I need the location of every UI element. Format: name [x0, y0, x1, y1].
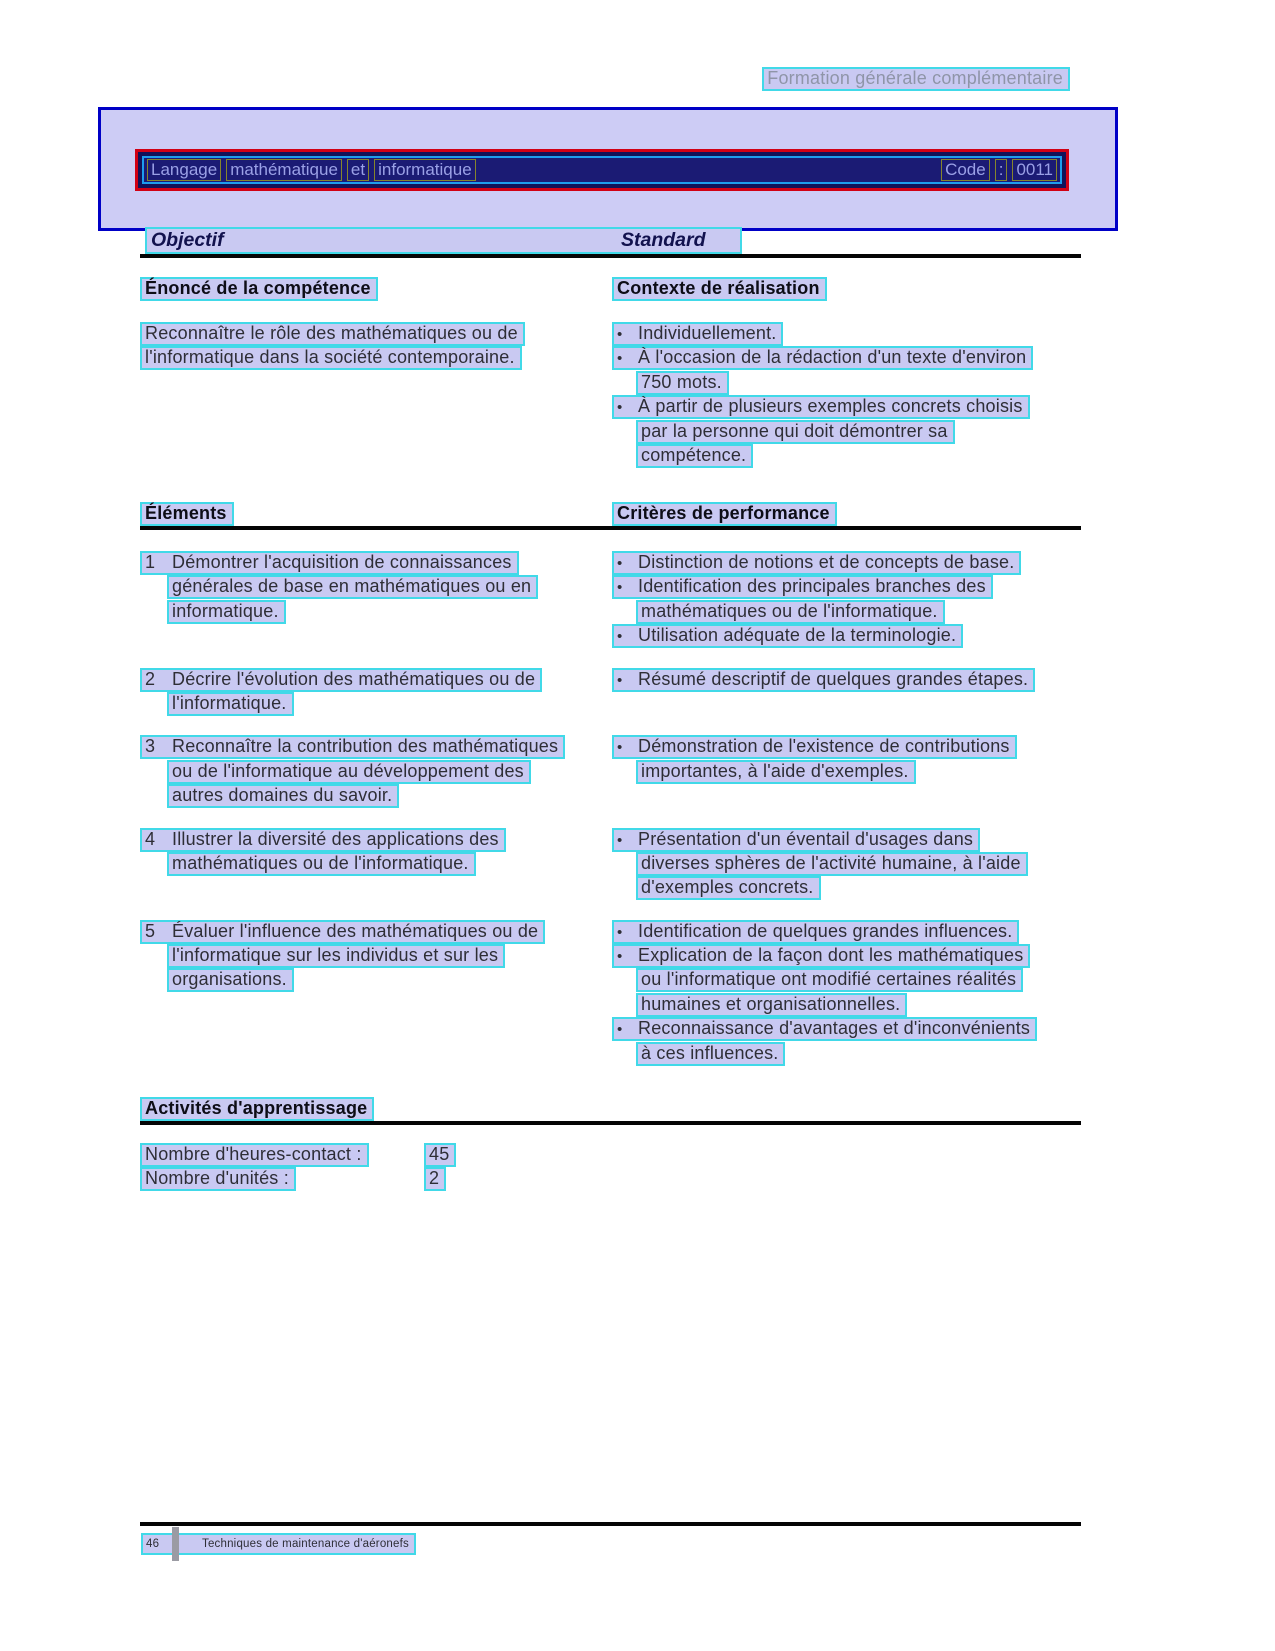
- text-line: [612, 760, 1081, 784]
- highlighted-text: [612, 668, 1035, 692]
- bullet-marker: •: [617, 326, 623, 343]
- line-text: organisations.: [172, 969, 287, 990]
- highlighted-text: [167, 575, 538, 599]
- highlighted-text: [636, 852, 1028, 876]
- text-line: [140, 968, 612, 992]
- line-text: d'exemples concrets.: [641, 877, 814, 898]
- footer-separator-bar: [172, 1527, 179, 1561]
- line-text: humaines et organisationnelles.: [641, 993, 901, 1014]
- footer-program: Techniques de maintenance d'aéronefs: [202, 1538, 409, 1550]
- line-text: Identification des principales branches des: [638, 576, 986, 597]
- line-text: Distinction de notions et de concepts de base.: [638, 552, 1015, 572]
- element-row: [140, 735, 1081, 808]
- element-cell: [140, 668, 612, 717]
- text-line: [612, 624, 1081, 648]
- bullet-marker: •: [617, 923, 623, 941]
- bullet-marker: •: [617, 831, 623, 849]
- line-text: Reconnaître la contribution des mathématiques: [172, 736, 559, 757]
- line-text: Individuellement.: [638, 323, 777, 343]
- line-text: mathématiques ou de l'informatique.: [172, 852, 469, 873]
- highlighted-text: [612, 944, 1030, 968]
- line-text: Démontrer l'acquisition de connaissances: [172, 552, 512, 572]
- code-word: Code: [941, 159, 990, 181]
- highlighted-text: [612, 551, 1021, 575]
- line-text: Reconnaissance d'avantages et d'inconvénients: [638, 1018, 1031, 1039]
- horizontal-rule: [140, 254, 1081, 258]
- text-line: [140, 760, 612, 784]
- text-line: [612, 993, 1081, 1017]
- text-line: [612, 968, 1081, 992]
- activites-header: Activités d'apprentissage: [140, 1097, 374, 1121]
- text-line: [140, 735, 612, 759]
- text-line: [140, 575, 612, 599]
- criteria-cell: [612, 551, 1081, 649]
- highlighted-text: [167, 784, 399, 808]
- page-footer: [141, 1533, 416, 1555]
- highlighted-text: [140, 551, 519, 575]
- highlighted-text: [636, 1042, 785, 1066]
- text-line: [140, 600, 612, 624]
- learning-details: [140, 1143, 450, 1192]
- line-text: informatique.: [172, 600, 279, 621]
- bullet-marker: •: [617, 948, 623, 966]
- column-headers-row: [145, 227, 742, 254]
- highlighted-text: [167, 692, 294, 716]
- highlighted-text: [612, 920, 1019, 944]
- line-text: Évaluer l'influence des mathématiques ou de: [172, 920, 539, 941]
- item-number: 1: [145, 552, 156, 572]
- line-text: Démonstration de l'existence de contributions: [638, 736, 1010, 757]
- text-line: [140, 668, 612, 692]
- enonce-header: Énoncé de la compétence: [140, 277, 378, 301]
- line-text: l'informatique sur les individus et sur les: [172, 945, 499, 966]
- bullet-marker: •: [617, 1021, 623, 1039]
- highlighted-text: [636, 968, 1023, 992]
- page-header: Formation générale complémentaire: [762, 67, 1070, 91]
- highlighted-text: [167, 600, 286, 624]
- highlighted-text: [612, 624, 963, 648]
- item-number: 5: [145, 920, 156, 941]
- bullet-marker: •: [617, 628, 623, 646]
- highlighted-text: [636, 420, 955, 444]
- line-text: l'informatique dans la société contemporaine.: [145, 347, 515, 368]
- course-code-words: [941, 159, 1057, 181]
- highlighted-text: [636, 993, 907, 1017]
- title-word: Langage: [147, 159, 221, 181]
- line-text: l'informatique.: [172, 692, 287, 713]
- line-text: importantes, à l'aide d'exemples.: [641, 760, 909, 781]
- criteria-cell: [612, 735, 1081, 808]
- hours-label: Nombre d'heures-contact :: [140, 1143, 369, 1167]
- text-line: [612, 551, 1081, 575]
- bullet-marker: •: [617, 579, 623, 597]
- text-line: [612, 346, 1081, 370]
- line-text: À partir de plusieurs exemples concrets choisis: [638, 396, 1023, 417]
- objectif-header: Objectif: [151, 229, 224, 251]
- elements-header: Éléments: [140, 502, 234, 526]
- text-line: [612, 575, 1081, 599]
- elements-header-cell: [140, 502, 612, 526]
- text-line: [140, 784, 612, 808]
- line-text: 750 mots.: [641, 371, 722, 392]
- highlighted-text: [140, 668, 542, 692]
- highlighted-text: [612, 346, 1033, 370]
- context-bullets: [612, 322, 1081, 468]
- highlighted-text: [140, 735, 565, 759]
- text-line: [612, 444, 1081, 468]
- text-line: [612, 944, 1081, 968]
- bullet-marker: •: [617, 671, 623, 689]
- criteria-cell: [612, 668, 1081, 717]
- criteres-header-cell: [612, 502, 1081, 526]
- line-text: Reconnaître le rôle des mathématiques ou de: [145, 323, 518, 343]
- hours-row: [140, 1143, 450, 1167]
- text-line: [140, 322, 612, 346]
- text-line: [612, 395, 1081, 419]
- element-cell: [140, 735, 612, 808]
- criteria-cell: [612, 828, 1081, 901]
- horizontal-rule: [140, 526, 1081, 530]
- standard-header: Standard: [621, 229, 706, 251]
- criteres-header: Critères de performance: [612, 502, 837, 526]
- line-text: ou l'informatique ont modifié certaines réalités: [641, 969, 1017, 990]
- line-text: Identification de quelques grandes influences.: [638, 920, 1013, 941]
- highlighted-text: [140, 920, 545, 944]
- contexte-header: Contexte de réalisation: [612, 277, 827, 301]
- bullet-marker: •: [617, 555, 623, 572]
- units-value: 2: [424, 1167, 446, 1191]
- bullet-marker: •: [617, 739, 623, 757]
- text-line: [612, 420, 1081, 444]
- text-line: [612, 852, 1081, 876]
- title-word: informatique: [374, 159, 476, 181]
- subsection-headers: [140, 277, 1081, 301]
- text-line: [612, 371, 1081, 395]
- criteria-cell: [612, 920, 1081, 1066]
- title-line: [142, 156, 1062, 184]
- footer-rule: [140, 1522, 1081, 1526]
- text-line: [612, 735, 1081, 759]
- text-line: [140, 944, 612, 968]
- text-line: [612, 876, 1081, 900]
- highlighted-text: [612, 1017, 1037, 1041]
- highlighted-text: [140, 828, 506, 852]
- highlighted-text: [636, 876, 821, 900]
- highlighted-text: [636, 371, 729, 395]
- text-line: [140, 852, 612, 876]
- enonce-header-cell: [140, 277, 612, 301]
- subsection-headers: [140, 502, 1081, 526]
- highlighted-text: [612, 735, 1017, 759]
- line-text: Explication de la façon dont les mathématiques: [638, 945, 1024, 966]
- units-label: Nombre d'unités :: [140, 1167, 296, 1191]
- line-text: compétence.: [641, 444, 747, 465]
- course-title-bar: [135, 149, 1069, 191]
- bullet-marker: •: [617, 399, 623, 417]
- line-text: par la personne qui doit démontrer sa: [641, 420, 948, 441]
- line-text: à ces influences.: [641, 1042, 779, 1063]
- bullet-marker: •: [617, 350, 623, 368]
- text-line: [140, 920, 612, 944]
- highlighted-text: [167, 760, 531, 784]
- line-text: Décrire l'évolution des mathématiques ou de: [172, 668, 536, 689]
- hours-value: 45: [424, 1143, 456, 1167]
- highlighted-text: [167, 852, 476, 876]
- line-text: autres domaines du savoir.: [172, 785, 393, 806]
- text-line: [612, 920, 1081, 944]
- element-cell: [140, 920, 612, 1066]
- item-number: 3: [145, 736, 156, 757]
- text-line: [140, 828, 612, 852]
- element-cell: [140, 551, 612, 649]
- line-text: Utilisation adéquate de la terminologie.: [638, 625, 957, 646]
- line-text: générales de base en mathématiques ou en: [172, 576, 532, 597]
- highlighted-text: [140, 322, 525, 346]
- horizontal-rule: [140, 1121, 1081, 1125]
- statement-block: [140, 322, 612, 468]
- highlighted-text: [140, 346, 522, 370]
- line-text: Présentation d'un éventail d'usages dans: [638, 828, 974, 849]
- element-rows: [140, 551, 1081, 1085]
- highlighted-text: [636, 444, 753, 468]
- course-title-words: [147, 159, 476, 181]
- title-word: et: [347, 159, 369, 181]
- element-row: [140, 551, 1081, 649]
- highlighted-text: [612, 575, 993, 599]
- item-number: 4: [145, 828, 156, 849]
- item-number: 2: [145, 668, 156, 689]
- code-word: :: [995, 159, 1008, 181]
- competence-row: [140, 322, 1081, 468]
- line-text: mathématiques ou de l'informatique.: [641, 600, 938, 621]
- text-line: [140, 346, 612, 370]
- line-text: Résumé descriptif de quelques grandes étapes.: [638, 668, 1029, 689]
- text-line: [612, 1017, 1081, 1041]
- element-cell: [140, 828, 612, 901]
- text-line: [612, 600, 1081, 624]
- line-text: ou de l'informatique au développement des: [172, 760, 524, 781]
- line-text: diverses sphères de l'activité humaine, à l'aide: [641, 852, 1021, 873]
- highlighted-text: [167, 944, 505, 968]
- element-row: [140, 920, 1081, 1066]
- code-word: 0011: [1012, 159, 1057, 181]
- line-text: Illustrer la diversité des applications des: [172, 828, 499, 849]
- text-line: [612, 322, 1081, 346]
- highlighted-text: [612, 322, 783, 346]
- highlighted-text: [167, 968, 294, 992]
- highlighted-text: [636, 760, 916, 784]
- highlighted-text: [636, 600, 945, 624]
- text-line: [140, 692, 612, 716]
- element-row: [140, 668, 1081, 717]
- element-row: [140, 828, 1081, 901]
- highlighted-text: [612, 828, 980, 852]
- contexte-header-cell: [612, 277, 1081, 301]
- line-text: À l'occasion de la rédaction d'un texte d'environ: [638, 347, 1027, 368]
- text-line: [612, 668, 1081, 692]
- title-word: mathématique: [226, 159, 342, 181]
- text-line: [612, 828, 1081, 852]
- text-line: [140, 551, 612, 575]
- units-row: [140, 1167, 440, 1191]
- footer-page-number: 46: [146, 1538, 160, 1550]
- highlighted-text: [612, 395, 1030, 419]
- activites-section: [140, 1097, 374, 1121]
- text-line: [612, 1042, 1081, 1066]
